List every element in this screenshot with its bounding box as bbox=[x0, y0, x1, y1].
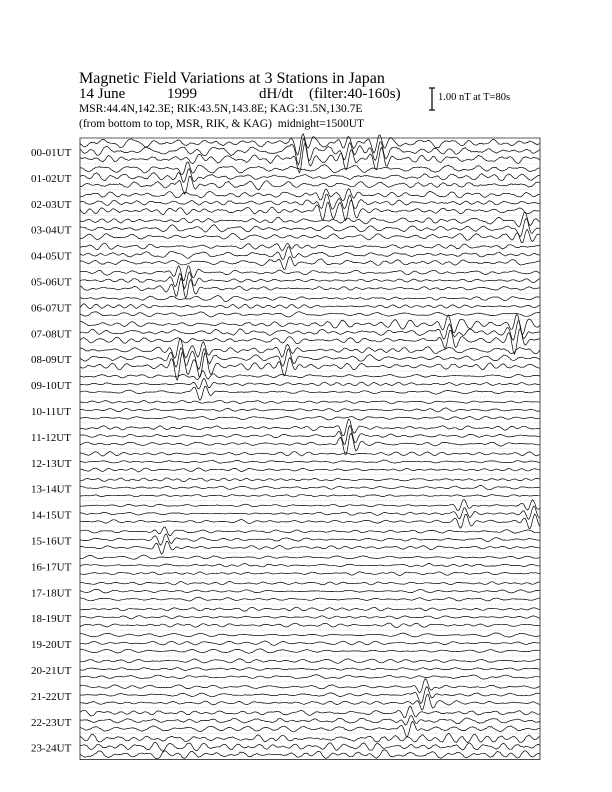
hour-label: 19-20UT bbox=[31, 639, 72, 652]
hour-label: 00-01UT bbox=[31, 147, 72, 159]
hour-label: 14-15UT bbox=[31, 509, 72, 522]
trace-rik-00-01ut bbox=[80, 139, 540, 165]
hour-label: 15-16UT bbox=[31, 535, 72, 548]
hour-label: 10-11UT bbox=[31, 406, 71, 418]
trace-kag-04-05ut bbox=[80, 243, 540, 250]
trace-kag-14-15ut bbox=[80, 499, 540, 510]
trace-rik-02-03ut bbox=[80, 194, 540, 209]
trace-rik-09-10ut bbox=[80, 379, 540, 389]
trace-msr-09-10ut bbox=[80, 386, 540, 400]
trace-kag-23-24ut bbox=[80, 733, 540, 742]
trace-msr-03-04ut bbox=[80, 230, 540, 243]
trace-kag-06-07ut bbox=[80, 296, 540, 302]
hour-label: 01-02UT bbox=[31, 172, 72, 185]
trace-kag-16-17ut bbox=[80, 555, 540, 559]
hour-label: 09-10UT bbox=[31, 380, 72, 393]
filter-label: (filter:40-160s) bbox=[309, 86, 401, 102]
trace-msr-01-02ut bbox=[80, 176, 540, 194]
trace-msr-22-23ut bbox=[80, 721, 540, 736]
trace-msr-18-19ut bbox=[80, 623, 540, 628]
trace-order-note: (from bottom to top, MSR, RIK, & KAG) midnight=1500UT bbox=[79, 118, 365, 130]
hour-label: 21-22UT bbox=[31, 690, 72, 703]
trace-rik-05-06ut bbox=[80, 272, 540, 289]
trace-kag-15-16ut bbox=[80, 527, 540, 536]
hour-label: 04-05UT bbox=[31, 250, 72, 263]
trace-msr-23-24ut bbox=[80, 750, 540, 759]
trace-msr-16-17ut bbox=[80, 572, 540, 576]
quantity-label: dH/dt bbox=[259, 86, 294, 102]
trace-msr-20-21ut bbox=[80, 675, 540, 680]
trace-msr-17-18ut bbox=[80, 597, 540, 601]
station-coordinates: MSR:44.4N,142.3E; RIK:43.5N,143.8E; KAG:31.5N,130.7E bbox=[79, 103, 363, 115]
trace-kag-10-11ut bbox=[80, 400, 540, 403]
trace-kag-07-08ut bbox=[80, 314, 540, 334]
trace-kag-11-12ut bbox=[80, 419, 540, 436]
date-year: 1999 bbox=[167, 86, 197, 102]
trace-rik-07-08ut bbox=[80, 321, 540, 340]
trace-rik-04-05ut bbox=[80, 247, 540, 260]
trace-kag-12-13ut bbox=[80, 452, 540, 457]
trace-msr-02-03ut bbox=[80, 200, 540, 221]
trace-rik-18-19ut bbox=[80, 616, 540, 619]
hour-label: 16-17UT bbox=[31, 561, 72, 574]
trace-rik-19-20ut bbox=[80, 641, 540, 645]
hour-label: 17-18UT bbox=[31, 587, 72, 600]
date-day: 14 June bbox=[79, 86, 126, 102]
trace-kag-19-20ut bbox=[80, 633, 540, 637]
trace-msr-12-13ut bbox=[80, 468, 540, 472]
trace-kag-20-21ut bbox=[80, 659, 540, 664]
trace-rik-23-24ut bbox=[80, 742, 540, 751]
trace-rik-10-11ut bbox=[80, 408, 540, 412]
scale-label: 1.00 nT at T=80s bbox=[438, 92, 511, 103]
hour-label: 08-09UT bbox=[31, 354, 72, 367]
trace-rik-22-23ut bbox=[80, 716, 540, 726]
trace-rik-06-07ut bbox=[80, 304, 540, 309]
trace-msr-19-20ut bbox=[80, 649, 540, 654]
chart-title: Magnetic Field Variations at 3 Stations in Japan bbox=[79, 70, 385, 87]
trace-kag-17-18ut bbox=[80, 582, 540, 585]
hour-label: 02-03UT bbox=[31, 198, 72, 211]
trace-kag-21-22ut bbox=[80, 679, 540, 693]
trace-kag-03-04ut bbox=[80, 212, 540, 227]
traces bbox=[80, 134, 540, 759]
trace-kag-09-10ut bbox=[80, 371, 540, 380]
hour-label: 06-07UT bbox=[31, 302, 72, 315]
hour-label: 03-04UT bbox=[31, 224, 72, 237]
hour-label: 18-19UT bbox=[31, 613, 72, 626]
trace-rik-13-14ut bbox=[80, 486, 540, 490]
trace-msr-10-11ut bbox=[80, 416, 540, 420]
hour-label: 11-12UT bbox=[31, 431, 71, 444]
hour-label: 13-14UT bbox=[31, 483, 72, 496]
trace-rik-15-16ut bbox=[80, 534, 540, 545]
trace-rik-14-15ut bbox=[80, 506, 540, 519]
trace-kag-02-03ut bbox=[80, 189, 540, 201]
hour-label: 23-24UT bbox=[31, 742, 72, 755]
trace-msr-06-07ut bbox=[80, 312, 540, 317]
trace-kag-05-06ut bbox=[80, 266, 540, 281]
hour-label: 20-21UT bbox=[31, 665, 72, 677]
hour-labels bbox=[31, 147, 72, 755]
hour-label: 07-08UT bbox=[31, 328, 72, 341]
trace-kag-13-14ut bbox=[80, 478, 540, 482]
plot-frame bbox=[80, 138, 540, 760]
hour-label: 22-23UT bbox=[31, 716, 72, 729]
trace-msr-13-14ut bbox=[80, 495, 540, 497]
trace-kag-18-19ut bbox=[80, 607, 540, 611]
hour-label: 05-06UT bbox=[31, 276, 72, 289]
trace-rik-21-22ut bbox=[80, 687, 540, 704]
trace-rik-17-18ut bbox=[80, 589, 540, 593]
trace-rik-12-13ut bbox=[80, 460, 540, 463]
trace-rik-20-21ut bbox=[80, 668, 540, 671]
trace-kag-08-09ut bbox=[80, 339, 540, 359]
hour-label: 12-13UT bbox=[31, 457, 72, 470]
trace-rik-16-17ut bbox=[80, 564, 540, 567]
